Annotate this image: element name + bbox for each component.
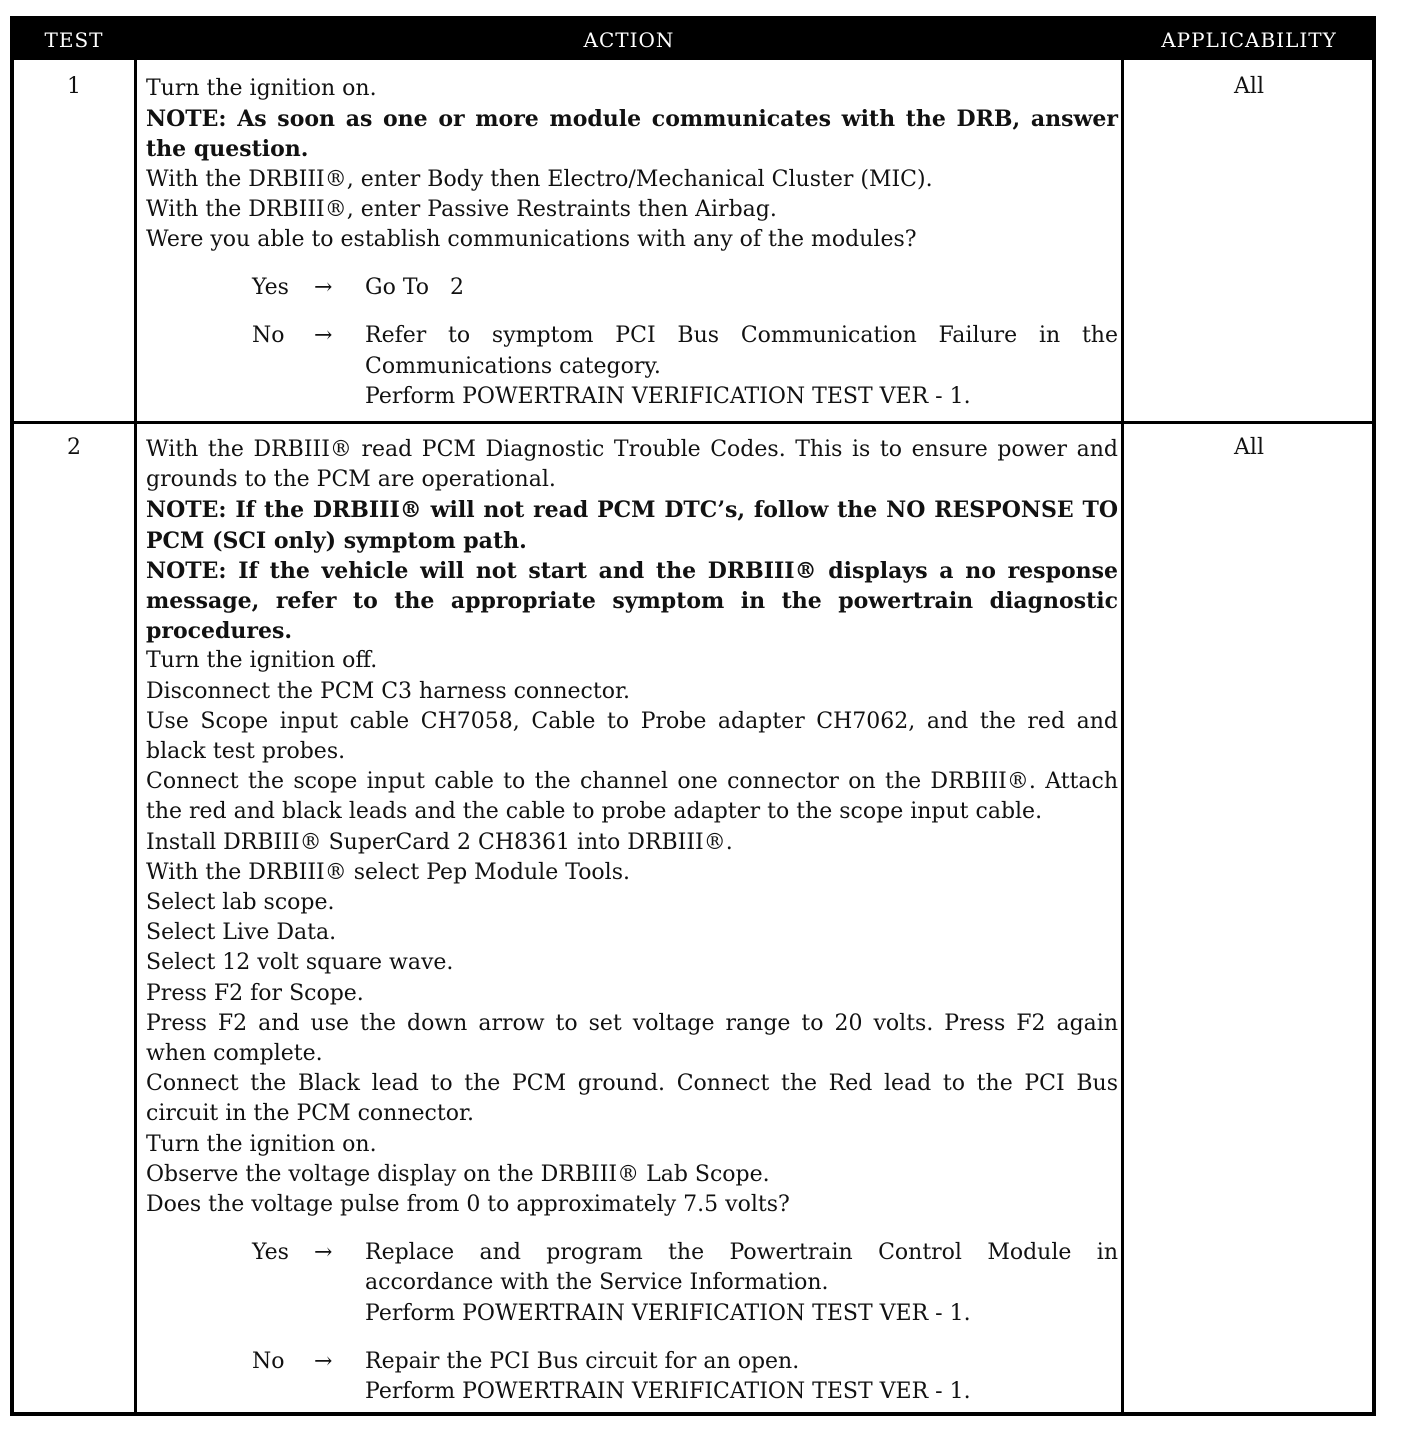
action-note: NOTE: If the DRBIII® will not read PCM DTC’s, follow the NO RESPONSE TO PCM (SCI only) symptom path.: [146, 497, 1118, 554]
action-line: Connect the scope input cable to the channel one connector on the DRBIII®. Attach the red and black leads and the cable to probe adapter to the scope input cable.: [146, 769, 1118, 825]
test-number: 1: [67, 74, 81, 99]
result-line: Refer to symptom PCI Bus Communication Failure in the Communications category.: [365, 323, 1118, 379]
diagnostic-table: [10, 16, 1376, 1416]
action-cell: [146, 74, 1118, 412]
yes-result: [365, 273, 1118, 303]
table-header: [14, 20, 1372, 60]
no-result: [365, 321, 1118, 412]
row-divider: [14, 421, 1372, 424]
applicability-value: All: [1234, 74, 1264, 99]
action-line: Select Live Data.: [146, 920, 337, 946]
arrow-icon: →: [314, 275, 333, 301]
result-line: Perform POWERTRAIN VERIFICATION TEST VER - 1.: [365, 383, 971, 409]
action-line: Observe the voltage display on the DRBIII® Lab Scope.: [146, 1161, 770, 1187]
action-line: With the DRBIII®, enter Passive Restraints then Airbag.: [146, 196, 777, 222]
column-divider: [1121, 60, 1124, 1412]
no-branch: [146, 1347, 1118, 1407]
action-line: With the DRBIII® select Pep Module Tools.: [146, 859, 630, 885]
result-line: Replace and program the Powertrain Control Module in accordance with the Service Information.: [365, 1240, 1118, 1296]
action-line: Connect the Black lead to the PCM ground. Connect the Red lead to the PCI Bus circuit in the PCM connector.: [146, 1071, 1118, 1127]
result-line: Perform POWERTRAIN VERIFICATION TEST VER - 1.: [365, 1300, 971, 1326]
action-line: Does the voltage pulse from 0 to approximately 7.5 volts?: [146, 1192, 790, 1218]
action-note: NOTE: If the vehicle will not start and the DRBIII® displays a no response message, refer to the appropriate symptom in the powertrain diagnostic procedures.: [146, 557, 1118, 645]
action-note: NOTE: As soon as one or more module communicates with the DRB, answer the question.: [146, 106, 1118, 163]
no-result: [365, 1347, 1118, 1407]
action-line: Use Scope input cable CH7058, Cable to Probe adapter CH7062, and the red and black test probes.: [146, 708, 1118, 765]
no-label: No: [252, 323, 285, 349]
yes-branch: [146, 1238, 1118, 1329]
action-line: Install DRBIII® SuperCard 2 CH8361 into DRBIII®.: [146, 829, 733, 855]
yes-result: [365, 1238, 1118, 1329]
result-line: Repair the PCI Bus circuit for an open.: [365, 1348, 800, 1374]
action-line: Turn the ignition on.: [146, 1131, 377, 1157]
no-label: No: [252, 1348, 285, 1374]
action-line: With the DRBIII® read PCM Diagnostic Trouble Codes. This is to ensure power and grounds to the PCM are operational.: [146, 437, 1118, 493]
action-line: Disconnect the PCM C3 harness connector.: [146, 678, 631, 704]
action-line: Were you able to establish communications with any of the modules?: [146, 227, 917, 253]
header-applicability: APPLICABILITY: [1161, 28, 1337, 52]
yes-label: Yes: [252, 275, 289, 301]
yes-branch: [146, 273, 1118, 303]
result-line: Go To 2: [365, 275, 464, 301]
column-divider: [134, 60, 137, 1412]
action-line: Turn the ignition off.: [146, 648, 378, 674]
action-cell: [146, 435, 1118, 1407]
action-line: With the DRBIII®, enter Body then Electro/Mechanical Cluster (MIC).: [146, 166, 933, 192]
action-line: Turn the ignition on.: [146, 76, 377, 101]
yes-label: Yes: [252, 1240, 289, 1266]
action-line: Press F2 and use the down arrow to set voltage range to 20 volts. Press F2 again when complete.: [146, 1010, 1118, 1067]
no-branch: [146, 321, 1118, 412]
arrow-icon: →: [314, 1348, 333, 1374]
result-line: Perform POWERTRAIN VERIFICATION TEST VER - 1.: [365, 1379, 971, 1405]
action-line: Select 12 volt square wave.: [146, 950, 454, 976]
test-number: 2: [67, 435, 81, 460]
action-line: Press F2 for Scope.: [146, 980, 364, 1006]
applicability-value: All: [1234, 435, 1264, 460]
header-test: TEST: [44, 28, 104, 52]
arrow-icon: →: [314, 1240, 333, 1266]
arrow-icon: →: [314, 323, 333, 349]
action-line: Select lab scope.: [146, 890, 335, 916]
header-action: ACTION: [583, 28, 675, 52]
